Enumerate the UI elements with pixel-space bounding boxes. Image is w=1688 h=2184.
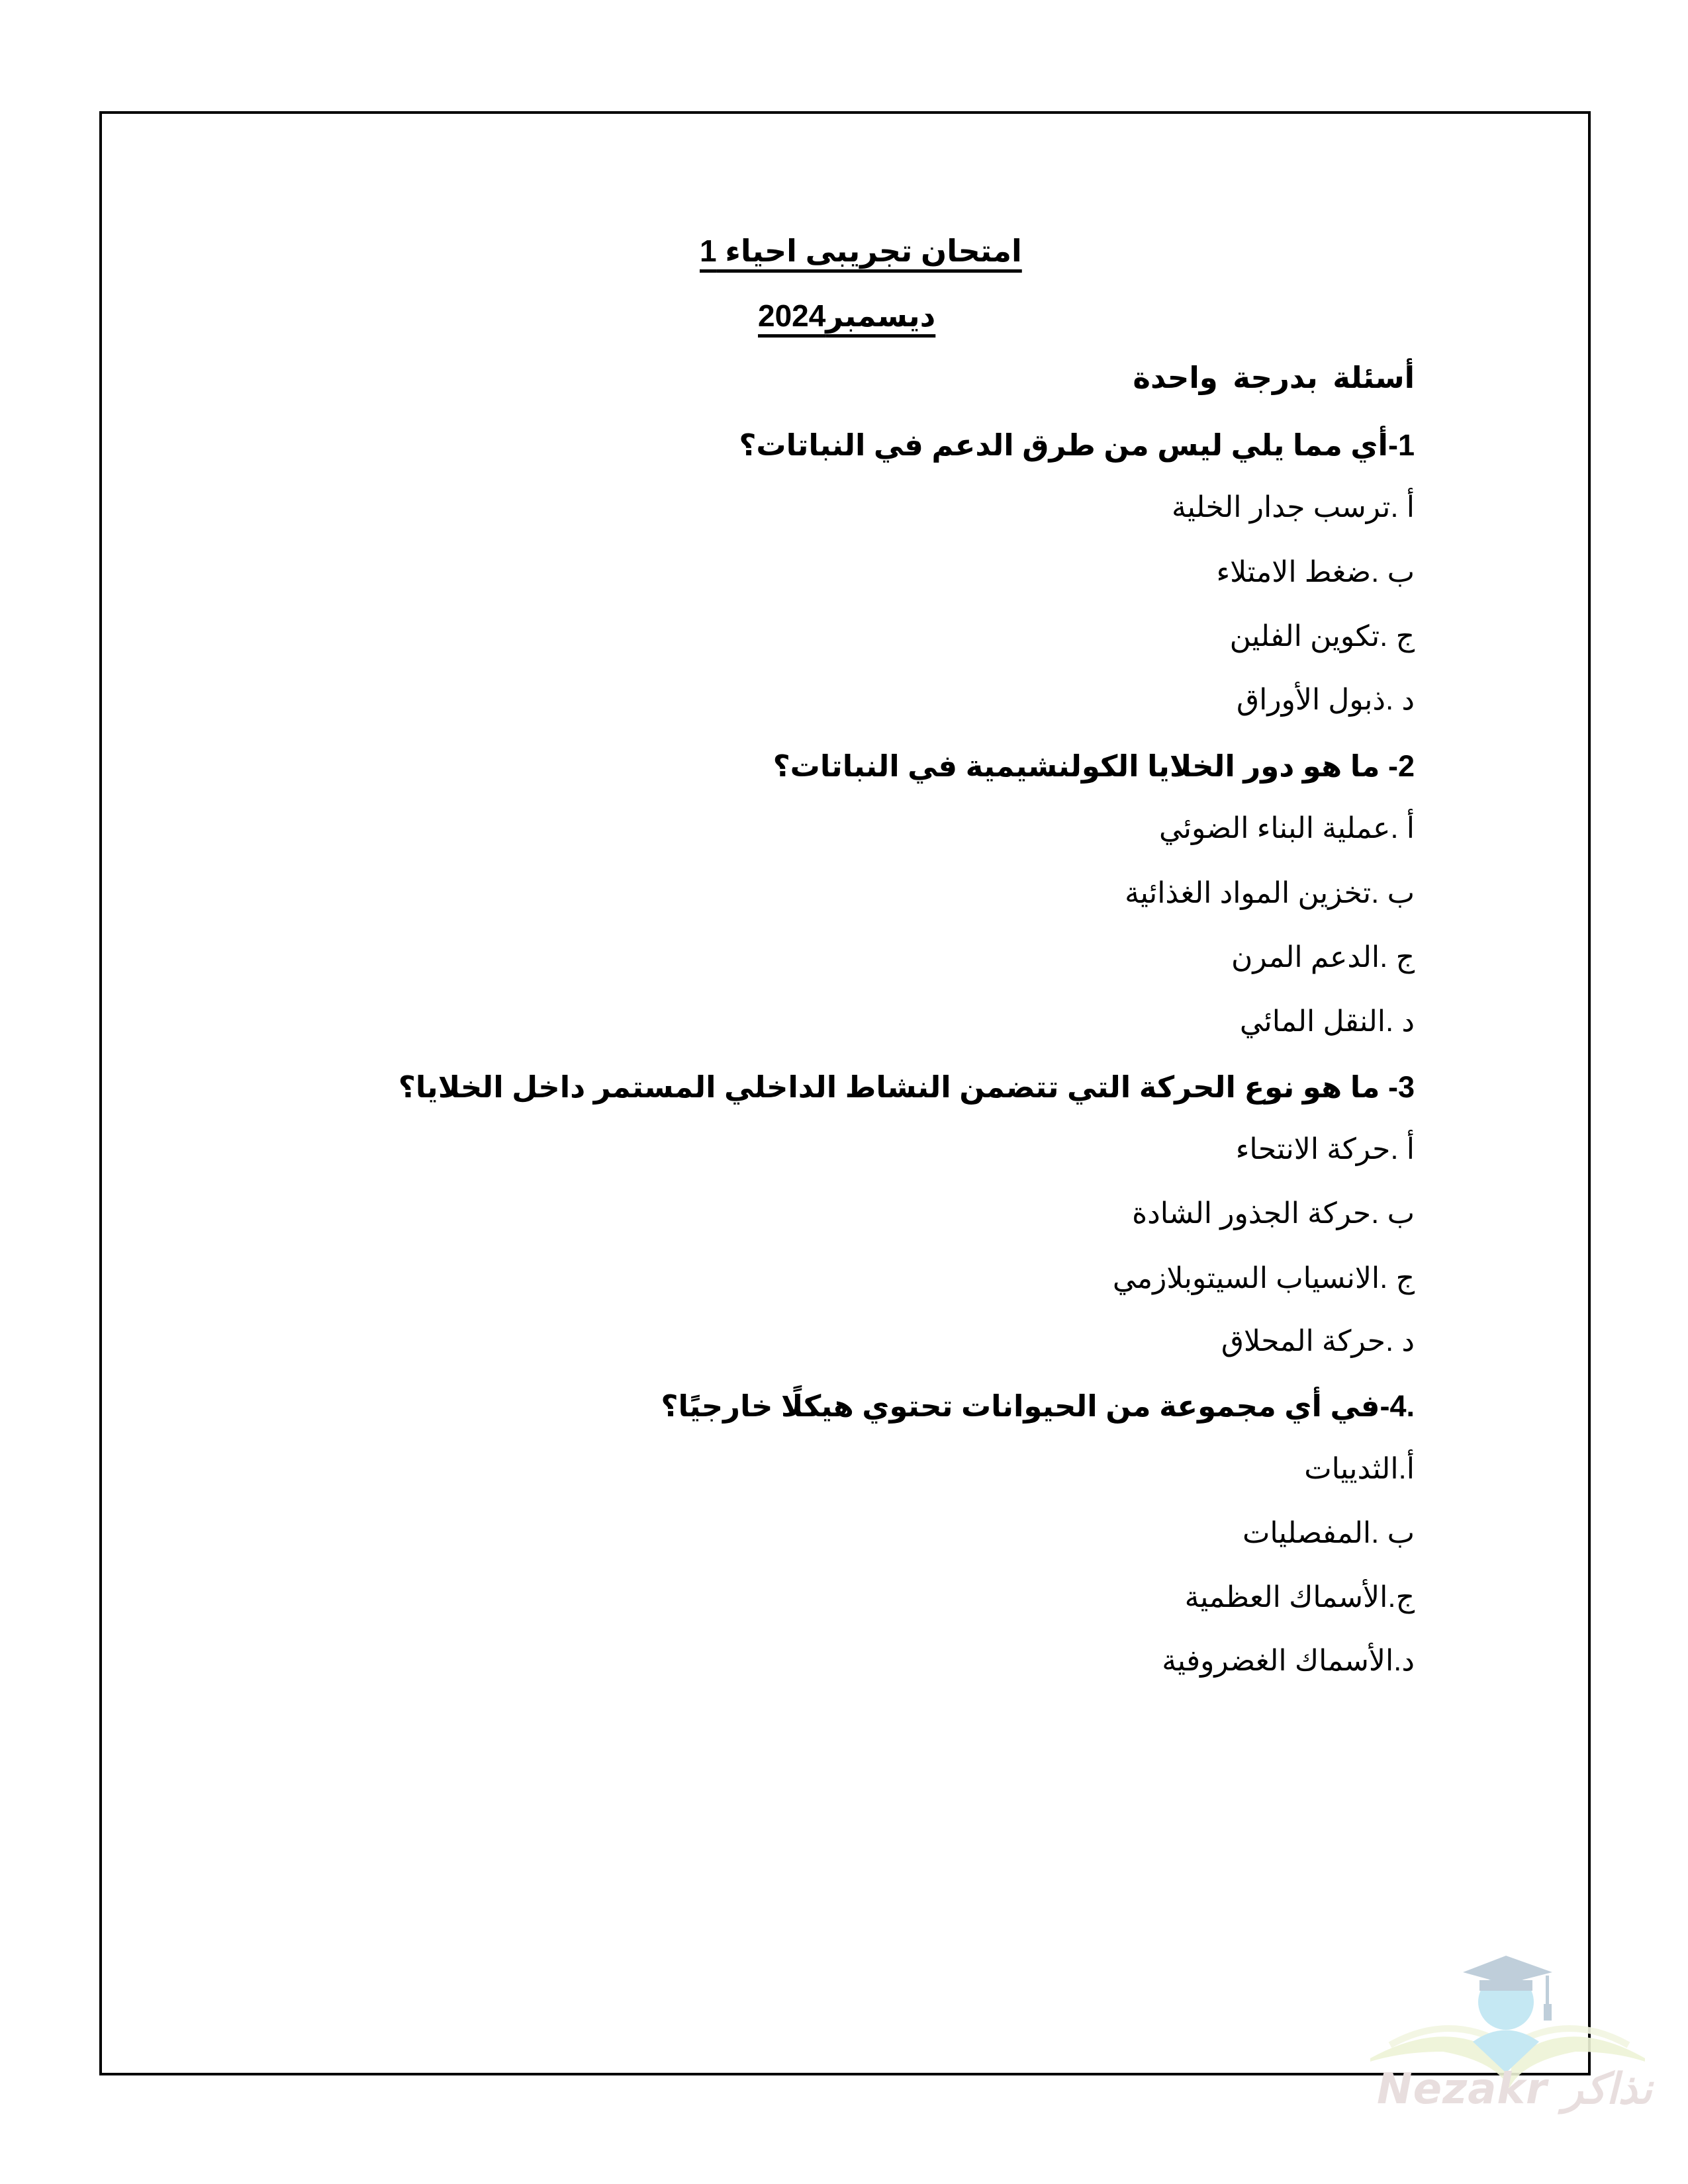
question-1: 1-أي مما يلي ليس من طرق الدعم في النباتات؟ [739, 428, 1415, 462]
q4-option-c: ج.الأسماك العظمية [1184, 1581, 1415, 1614]
q1-option-c: ج .تكوين الفلين [1229, 620, 1415, 653]
q3-option-b: ب .حركة الجذور الشادة [1132, 1197, 1415, 1230]
q4-option-b: ب .المفصليات [1242, 1517, 1415, 1549]
section-heading: أسئلة بدرجة واحدة [1133, 361, 1415, 394]
q2-option-d: د .النقل المائي [1239, 1005, 1415, 1038]
q3-option-a: أ .حركة الانتحاء [1235, 1133, 1415, 1165]
q4-option-a: أ.الثدييات [1304, 1453, 1415, 1485]
question-3: 3- ما هو نوع الحركة التي تتضمن النشاط الداخلي المستمر داخل الخلايا؟ [398, 1070, 1415, 1104]
q1-option-d: د .ذبول الأوراق [1237, 684, 1415, 716]
exam-title: امتحان تجريبى احياء 1 [700, 234, 1022, 268]
q3-option-c: ج .الانسياب السيتوبلازمي [1112, 1262, 1415, 1295]
question-2: 2- ما هو دور الخلايا الكولنشيمية في النباتات؟ [773, 749, 1415, 783]
watermark-brand-text: Nezakr نذاكر [1377, 2065, 1652, 2114]
q2-option-c: ج .الدعم المرن [1231, 941, 1415, 974]
q2-option-b: ب .تخزين المواد الغذائية [1125, 877, 1415, 909]
q3-option-d: د .حركة المحلاق [1221, 1325, 1415, 1357]
q2-option-a: أ .عملية البناء الضوئي [1159, 812, 1415, 844]
q1-option-b: ب .ضغط الامتلاء [1216, 556, 1415, 588]
question-4: .4-في أي مجموعة من الحيوانات تحتوي هيكلًا خارجيًا؟ [661, 1389, 1415, 1423]
q4-option-d: د.الأسماك الغضروفية [1162, 1645, 1415, 1677]
exam-date: ديسمبر2024 [758, 298, 936, 333]
q1-option-a: أ .ترسب جدار الخلية [1172, 491, 1415, 523]
